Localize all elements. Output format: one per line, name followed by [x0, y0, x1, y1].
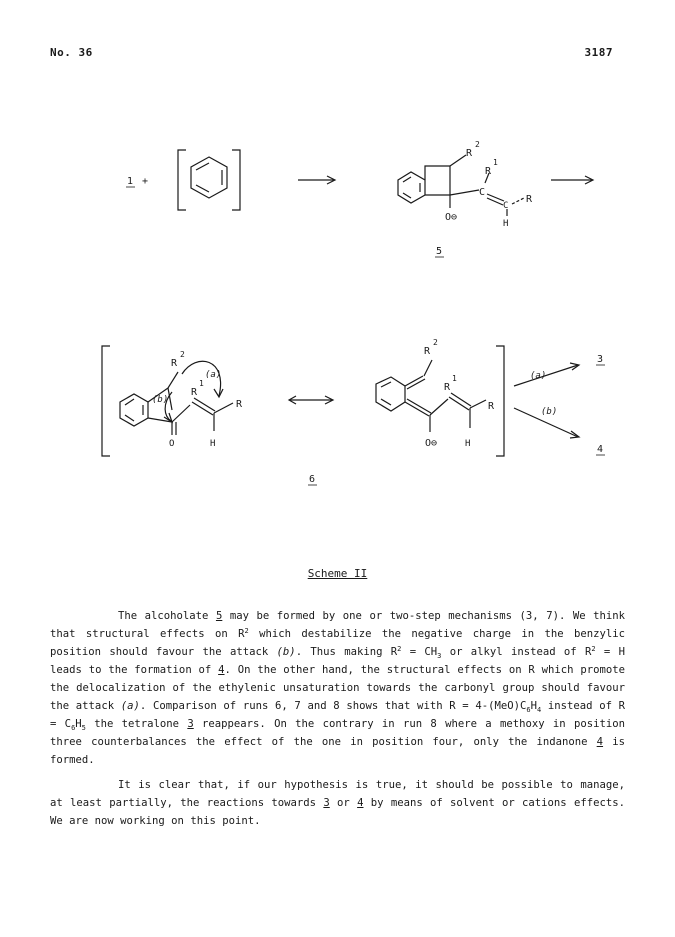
cmpd6-benzene — [120, 394, 148, 426]
label-R2-5-sup: 2 — [475, 140, 480, 149]
label-R1-5: R — [485, 166, 492, 177]
label-cmpd1: 1 — [127, 176, 134, 187]
label-cmpd5: 5 — [436, 246, 443, 257]
label-R2-6b-sup: 2 — [433, 338, 438, 347]
label-cmpd6: 6 — [309, 474, 316, 485]
cmpd5-cyclobutane — [425, 166, 450, 195]
label-R2-5: R — [466, 148, 473, 159]
label-O-6a: O — [169, 439, 175, 449]
journal-issue: No. 36 — [50, 46, 93, 59]
label-cmpd3: 3 — [597, 354, 604, 365]
bracket-right — [232, 150, 240, 210]
bracket-left — [178, 150, 186, 210]
label-R1-6b-sup: 1 — [452, 374, 457, 383]
paragraph-2: It is clear that, if our hypothesis is true, it should be possible to manage, at least partially, the reactions towards 3 or 4 by means of solvent or cations effects. We are now working on this point. — [50, 779, 625, 827]
label-R2-6b: R — [424, 346, 431, 357]
label-H-6b: H — [465, 439, 471, 449]
label-H-6a: H — [210, 439, 216, 449]
label-H-5: H — [503, 219, 509, 229]
label-R1-6b: R — [444, 382, 451, 393]
label-R1-6a-sup: 1 — [199, 379, 204, 388]
label-R-5: R — [526, 194, 533, 205]
cmpd5-benzene — [398, 172, 425, 203]
label-Ominus-6b: O⊖ — [425, 438, 438, 449]
label-Ominus-5: O⊖ — [445, 212, 458, 223]
label-C1-5: C — [479, 187, 486, 198]
label-path-a-6: (a) — [205, 370, 222, 380]
paragraph-1: The alcoholate 5 may be formed by one or two-step mechanisms (3, 7). We think that structural effects on $R^2$ which destabilize the negative charge in the benzylic position should favour the attack (b). Thus making $R^2 = CH_3$ or alkyl instead of $R^2 = H$ leads to the formation of 4. On the other hand, the structural effects on R which promote the delocalization of the ethylenic unsaturation towards the carbonyl group should favour the attack (a). Comparison of runs 6, 7 and 8 shows that with $R = 4-(MeO)C_6H_4$ instead of $R = C_6H_5$ the tetralone 3 reappears. On the contrary in run 8 where a methoxy in position three counterbalances the effect of the one in position four, only the indanone 4 is formed. — [50, 610, 625, 766]
label-plus: + — [142, 176, 149, 187]
label-R2-6a-sup: 2 — [180, 350, 185, 359]
label-R2-6a: R — [171, 358, 178, 369]
label-R1-5-sup: 1 — [493, 158, 498, 167]
label-cmpd4: 4 — [597, 444, 604, 455]
label-path-b: (b) — [541, 407, 558, 417]
page-number: 3187 — [584, 46, 613, 59]
label-path-b-6: (b) — [152, 395, 169, 405]
bracket-big-left — [102, 346, 110, 456]
scheme-caption: Scheme II — [307, 567, 368, 580]
label-path-a: (a) — [530, 371, 547, 381]
label-C2-5: C — [503, 201, 509, 211]
bracket-big-right — [496, 346, 504, 456]
label-R-6b: R — [488, 401, 495, 412]
label-R-6a: R — [236, 399, 243, 410]
label-R1-6a: R — [191, 387, 198, 398]
